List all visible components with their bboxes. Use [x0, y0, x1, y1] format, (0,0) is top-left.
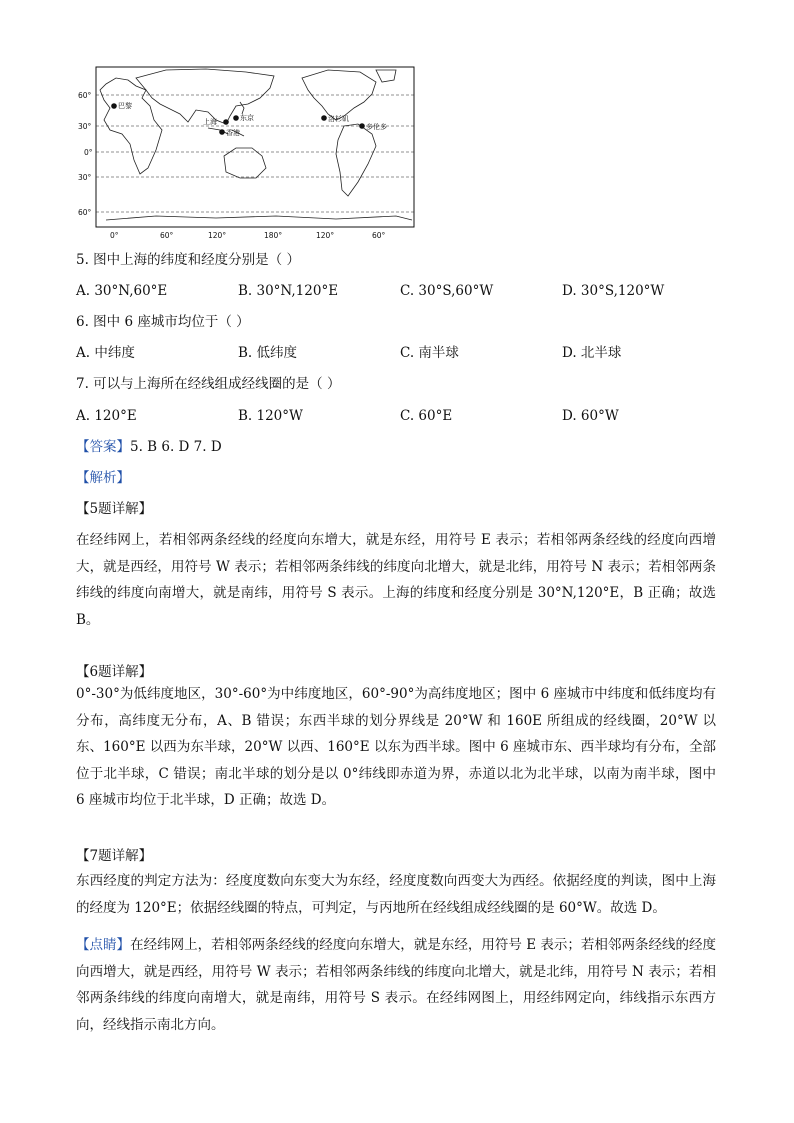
tokyo-dot	[233, 115, 239, 121]
q7-option-d: D. 60°W	[562, 408, 619, 424]
q5-option-d: D. 30°S,120°W	[562, 283, 665, 299]
paris-dot	[111, 103, 117, 109]
lon-label-0: 0°	[110, 231, 119, 240]
q5-stem: 5. 图中上海的纬度和经度分别是（ ）	[76, 252, 300, 268]
section7-body: 东西经度的判定方法为：经度度数向东变大为东经，经度度数向西变大为西经。依据经度的判读，图中上海的经度为 120°E；依据经线圈的特点，可判定，与丙地所在经线组成经线圈的是 60°W。故选 D。	[76, 873, 716, 916]
section6-body: 0°-30°为低纬度地区，30°-60°为中纬度地区，60°-90°为高纬度地区；图中 6 座城市中纬度和低纬度均有分布，高纬度无分布，A、B 错误；东西半球的划分界线是 20°W 和 160E 所组成的经线圈，20°W 以东、160°E 以西为东半球，20°W 以西、160°E 以东为西半球。图中 6 座城市东、西半球均有分布，全部位于北半球，C 错误；南北半球的划分是以 0°纬线即赤道为界，赤道以北为北半球，以南为南半球，图中 6 座城市均位于北半球，D 正确；故选 D。	[76, 686, 716, 808]
lat-label-30n: 30°	[78, 122, 92, 131]
q6-option-a: A. 中纬度	[76, 345, 135, 361]
tip-body: 在经纬网上，若相邻两条经线的经度向东增大，就是东经，用符号 E 表示；若相邻两条经线的经度向西增大，就是西经，用符号 W 表示；若相邻两条纬线的纬度向北增大，就是北纬，用符号 N 表示；若相邻两条纬线的纬度向南增大，就是南纬，用符号 S 表示。在经纬网图上，用经纬网定向，纬线指示东西方向，经线指示南北方向。	[76, 937, 717, 1033]
q7-option-b: B. 120°W	[238, 408, 303, 424]
q6-option-b: B. 低纬度	[238, 345, 298, 361]
toronto-dot	[359, 123, 365, 129]
section7-title: 【7题详解】	[76, 848, 153, 864]
q6-option-c: C. 南半球	[400, 345, 459, 361]
analysis-tag: 【解析】	[76, 470, 130, 486]
lon-label-120w: 120°	[316, 231, 335, 240]
city-label-shanghai: 上海	[203, 118, 217, 126]
q7-stem: 7. 可以与上海所在经线组成经线圈的是（ ）	[76, 376, 341, 392]
hongkong-dot	[219, 129, 225, 135]
lat-label-30s: 30°	[78, 173, 92, 182]
world-map-svg	[76, 64, 418, 242]
answer-tag: 【答案】	[76, 439, 130, 455]
city-label-toronto: 多伦多	[366, 123, 387, 131]
q6-option-d: D. 北半球	[562, 345, 622, 361]
lon-label-120e: 120°	[208, 231, 227, 240]
city-label-tokyo: 东京	[240, 114, 254, 122]
q7-option-c: C. 60°E	[400, 408, 453, 424]
city-label-losangeles: 洛杉矶	[328, 115, 349, 123]
q5-option-b: B. 30°N,120°E	[238, 283, 339, 299]
lat-label-0: 0°	[84, 148, 93, 157]
world-map-figure	[76, 64, 418, 242]
lat-label-60n: 60°	[78, 91, 92, 100]
section6-title: 【6题详解】	[76, 664, 153, 680]
q7-option-a: A. 120°E	[76, 408, 137, 424]
section5-body: 在经纬网上，若相邻两条经线的经度向东增大，就是东经，用符号 E 表示；若相邻两条经线的经度向西增大，就是西经，用符号 W 表示；若相邻两条纬线的纬度向北增大，就是北纬，用符号 N 表示；若相邻两条纬线的纬度向南增大，就是南纬，用符号 S 表示。上海的纬度和经度分别是 30°N,120°E，B 正确；故选 B。	[76, 532, 716, 628]
tip-tag: 【点睛】	[76, 937, 131, 953]
lon-label-180: 180°	[264, 231, 283, 240]
losangeles-dot	[321, 115, 327, 121]
lon-label-60e: 60°	[160, 231, 174, 240]
answer-text: 5. B 6. D 7. D	[130, 439, 222, 455]
city-label-paris: 巴黎	[118, 102, 132, 110]
q6-stem: 6. 图中 6 座城市均位于（ ）	[76, 314, 250, 330]
shanghai-dot	[223, 119, 229, 125]
city-label-hongkong: 香港	[226, 129, 240, 137]
lon-label-60w: 60°	[372, 231, 386, 240]
tip-paragraph	[76, 932, 716, 1038]
q5-option-a: A. 30°N,60°E	[76, 283, 168, 299]
lat-label-60s: 60°	[78, 208, 92, 217]
section5-title: 【5题详解】	[76, 501, 153, 517]
answer-line	[76, 437, 716, 457]
q5-option-c: C. 30°S,60°W	[400, 283, 494, 299]
